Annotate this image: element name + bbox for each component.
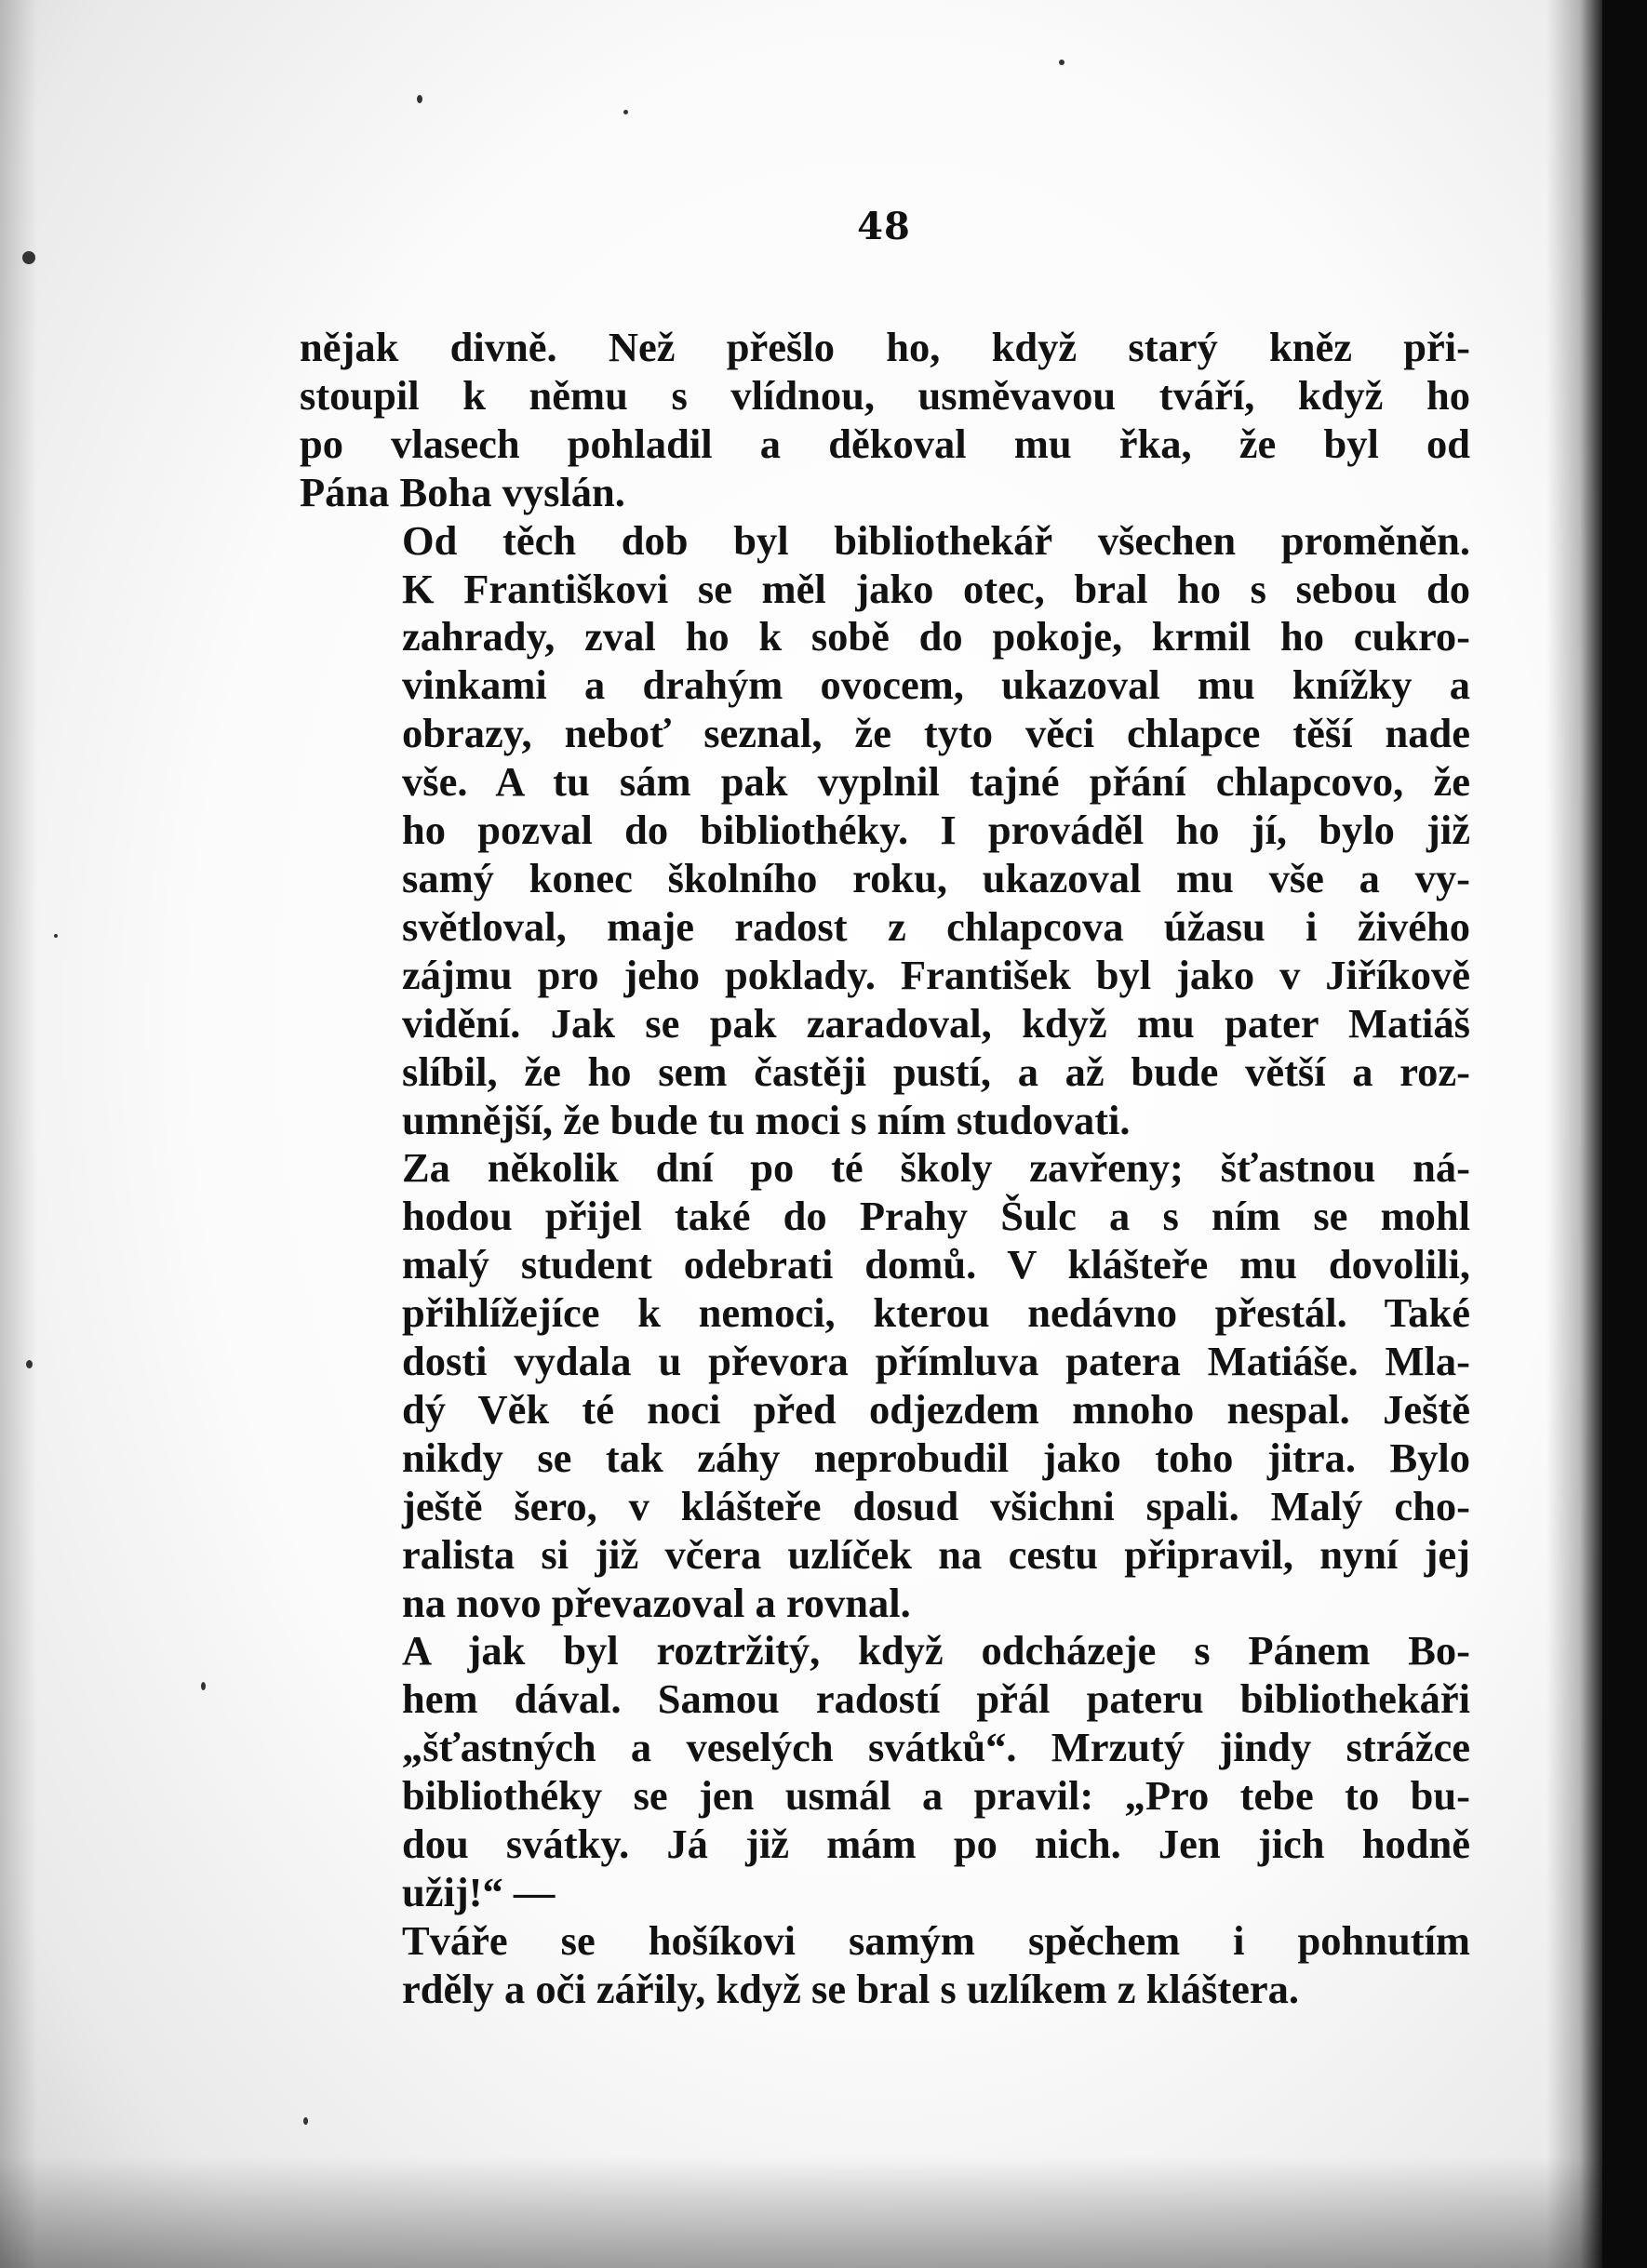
text-line: ralista si již včera uzlíček na cestu připravil, nyní jej bbox=[402, 1530, 1470, 1578]
body-text bbox=[300, 324, 1470, 2014]
text-line: Od těch dob byl bibliothekář všechen proměněn. bbox=[402, 516, 1470, 564]
text-line: vidění. Jak se pak zaradoval, když mu pater Matiáš bbox=[402, 999, 1470, 1047]
text-line: dý Věk té noci před odjezdem mnoho nespal. Ještě bbox=[402, 1385, 1470, 1433]
text-line: dosti vydala u převora přímluva patera Matiáše. Mla- bbox=[402, 1338, 1470, 1385]
text-line: přihlížejíce k nemoci, kterou nedávno přestál. Také bbox=[402, 1289, 1470, 1337]
paragraph bbox=[300, 1144, 1470, 1627]
text-line: K Františkovi se měl jako otec, bral ho s sebou do bbox=[402, 565, 1470, 612]
text-line: zahrady, zval ho k sobě do pokoje, krmil ho cukro- bbox=[402, 613, 1470, 660]
left-edge-shadow bbox=[0, 0, 37, 2268]
print-speck bbox=[22, 251, 35, 264]
text-line: dou svátky. Já již mám po nich. Jen jich hodně bbox=[402, 1821, 1470, 1868]
text-line: samý konec školního roku, ukazoval mu vše a vy- bbox=[402, 854, 1470, 901]
text-line: rděly a oči zářily, když se bral s uzlíkem z kláštera. bbox=[402, 1965, 1300, 2012]
text-line: Za několik dní po té školy zavřeny; šťastnou ná- bbox=[402, 1144, 1470, 1192]
right-edge-shadow bbox=[1547, 0, 1602, 2268]
text-line: vše. A tu sám pak vyplnil tajné přání chlapcovo, že bbox=[402, 758, 1470, 806]
text-line: malý student odebrati domů. V klášteře mu dovolili, bbox=[402, 1241, 1470, 1288]
paragraph bbox=[300, 324, 1470, 517]
text-line: hem dával. Samou radostí přál pateru bibliothekáři bbox=[402, 1675, 1470, 1723]
text-line: stoupil k němu s vlídnou, usměvavou tváří, když ho bbox=[300, 371, 1470, 419]
text-line: nikdy se tak záhy neprobudil jako toho jitra. Bylo bbox=[402, 1434, 1470, 1481]
print-speck bbox=[623, 110, 628, 114]
print-speck bbox=[417, 95, 422, 103]
text-line: po vlasech pohladil a děkoval mu řka, že byl od bbox=[300, 420, 1470, 467]
text-line: ho pozval do bibliothéky. I prováděl ho jí, bylo již bbox=[402, 807, 1470, 854]
text-line: na novo převazoval a rovnal. bbox=[402, 1579, 911, 1626]
text-line: vinkami a drahým ovocem, ukazoval mu knížky a bbox=[402, 661, 1470, 709]
text-line: obrazy, neboť seznal, že tyto věci chlapce těší nade bbox=[402, 710, 1470, 757]
text-line: umnější, že bude tu moci s ním studovati. bbox=[402, 1096, 1131, 1143]
print-speck bbox=[201, 1682, 206, 1690]
print-speck bbox=[26, 1360, 33, 1368]
text-line: bibliothéky se jen usmál a pravil: „Pro tebe to bu- bbox=[402, 1772, 1470, 1820]
paragraph bbox=[300, 1627, 1470, 1916]
text-line: slíbil, že ho sem častěji pustí, a až bude větší a roz- bbox=[402, 1047, 1470, 1095]
text-line: Pána Boha vyslán. bbox=[300, 468, 625, 515]
text-line: světloval, maje radost z chlapcova úžasu i živého bbox=[402, 902, 1470, 950]
text-line: zájmu pro jeho poklady. František byl jako v Jiříkově bbox=[402, 951, 1470, 998]
text-line: Tváře se hošíkovi samým spěchem i pohnutím bbox=[402, 1916, 1470, 1964]
text-line: „šťastných a veselých svátků“. Mrzutý jindy strážce bbox=[402, 1724, 1470, 1771]
print-speck bbox=[303, 2117, 308, 2125]
text-line: užij!“ — bbox=[402, 1869, 556, 1915]
print-speck bbox=[54, 934, 58, 938]
bottom-edge-shadow bbox=[0, 2156, 1602, 2268]
paragraph bbox=[300, 517, 1470, 1145]
text-line: nějak divně. Než přešlo ho, když starý kněz při- bbox=[300, 324, 1470, 370]
text-line: ještě šero, v klášteře dosud všichni spali. Malý cho- bbox=[402, 1482, 1470, 1529]
print-speck bbox=[1059, 60, 1065, 65]
page-number: 48 bbox=[857, 205, 911, 248]
paragraph bbox=[300, 1917, 1470, 2014]
text-line: hodou přijel také do Prahy Šulc a s ním se mohl bbox=[402, 1193, 1470, 1240]
text-line: A jak byl roztržitý, když odcházeje s Pánem Bo- bbox=[402, 1627, 1470, 1674]
